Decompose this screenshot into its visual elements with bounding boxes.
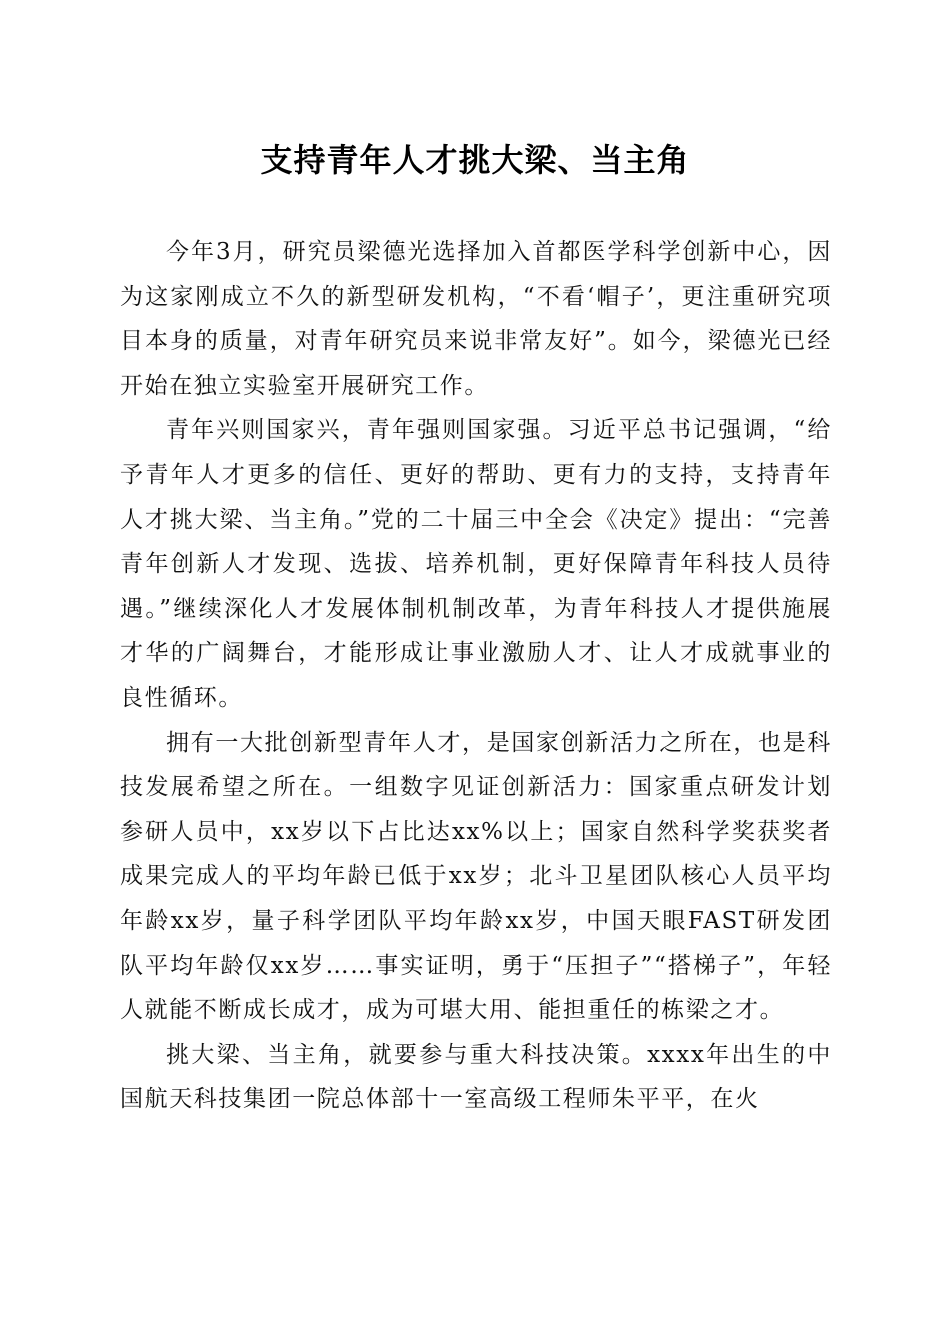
document-title: 支持青年人才挑大梁、当主角	[260, 141, 690, 179]
paragraph-4: 挑大梁、当主角，就要参与重大科技决策。xxxx年出生的中国航天科技集团一院总体部十一室高级工程师朱平平，在火	[120, 1041, 832, 1113]
paragraph-2: 青年兴则国家兴，青年强则国家强。习近平总书记强调，“给予青年人才更多的信任、更好的帮助、更有力的支持，支持青年人才挑大梁、当主角。”党的二十届三中全会《决定》提出：“完善青年创新人才发现、选拔、培养机制，更好保障青年科技人员待遇。”继续深化人才发展体制机制改革，为青年科技人才提供施展才华的广阔舞台，才能形成让事业激励人才、让人才成就事业的良性循环。	[120, 417, 832, 711]
paragraph-3: 拥有一大批创新型青年人才，是国家创新活力之所在，也是科技发展希望之所在。一组数字见证创新活力：国家重点研发计划参研人员中，xx岁以下占比达xx%以上；国家自然科学奖获奖者成果完成人的平均年龄已低于xx岁；北斗卫星团队核心人员平均年龄xx岁，量子科学团队平均年龄xx岁，中国天眼FAST研发团队平均年龄仅xx岁……事实证明，勇于“压担子”“搭梯子”，年轻人就能不断成长成才，成为可堪大用、能担重任的栋梁之才。	[120, 729, 832, 1024]
paragraph-1: 今年3月，研究员梁德光选择加入首都医学科学创新中心，因为这家刚成立不久的新型研发机构，“不看‘帽子’，更注重研究项目本身的质量，对青年研究员来说非常友好”。如今，梁德光已经开始在独立实验室开展研究工作。	[120, 239, 832, 399]
document-body	[120, 230, 832, 1122]
